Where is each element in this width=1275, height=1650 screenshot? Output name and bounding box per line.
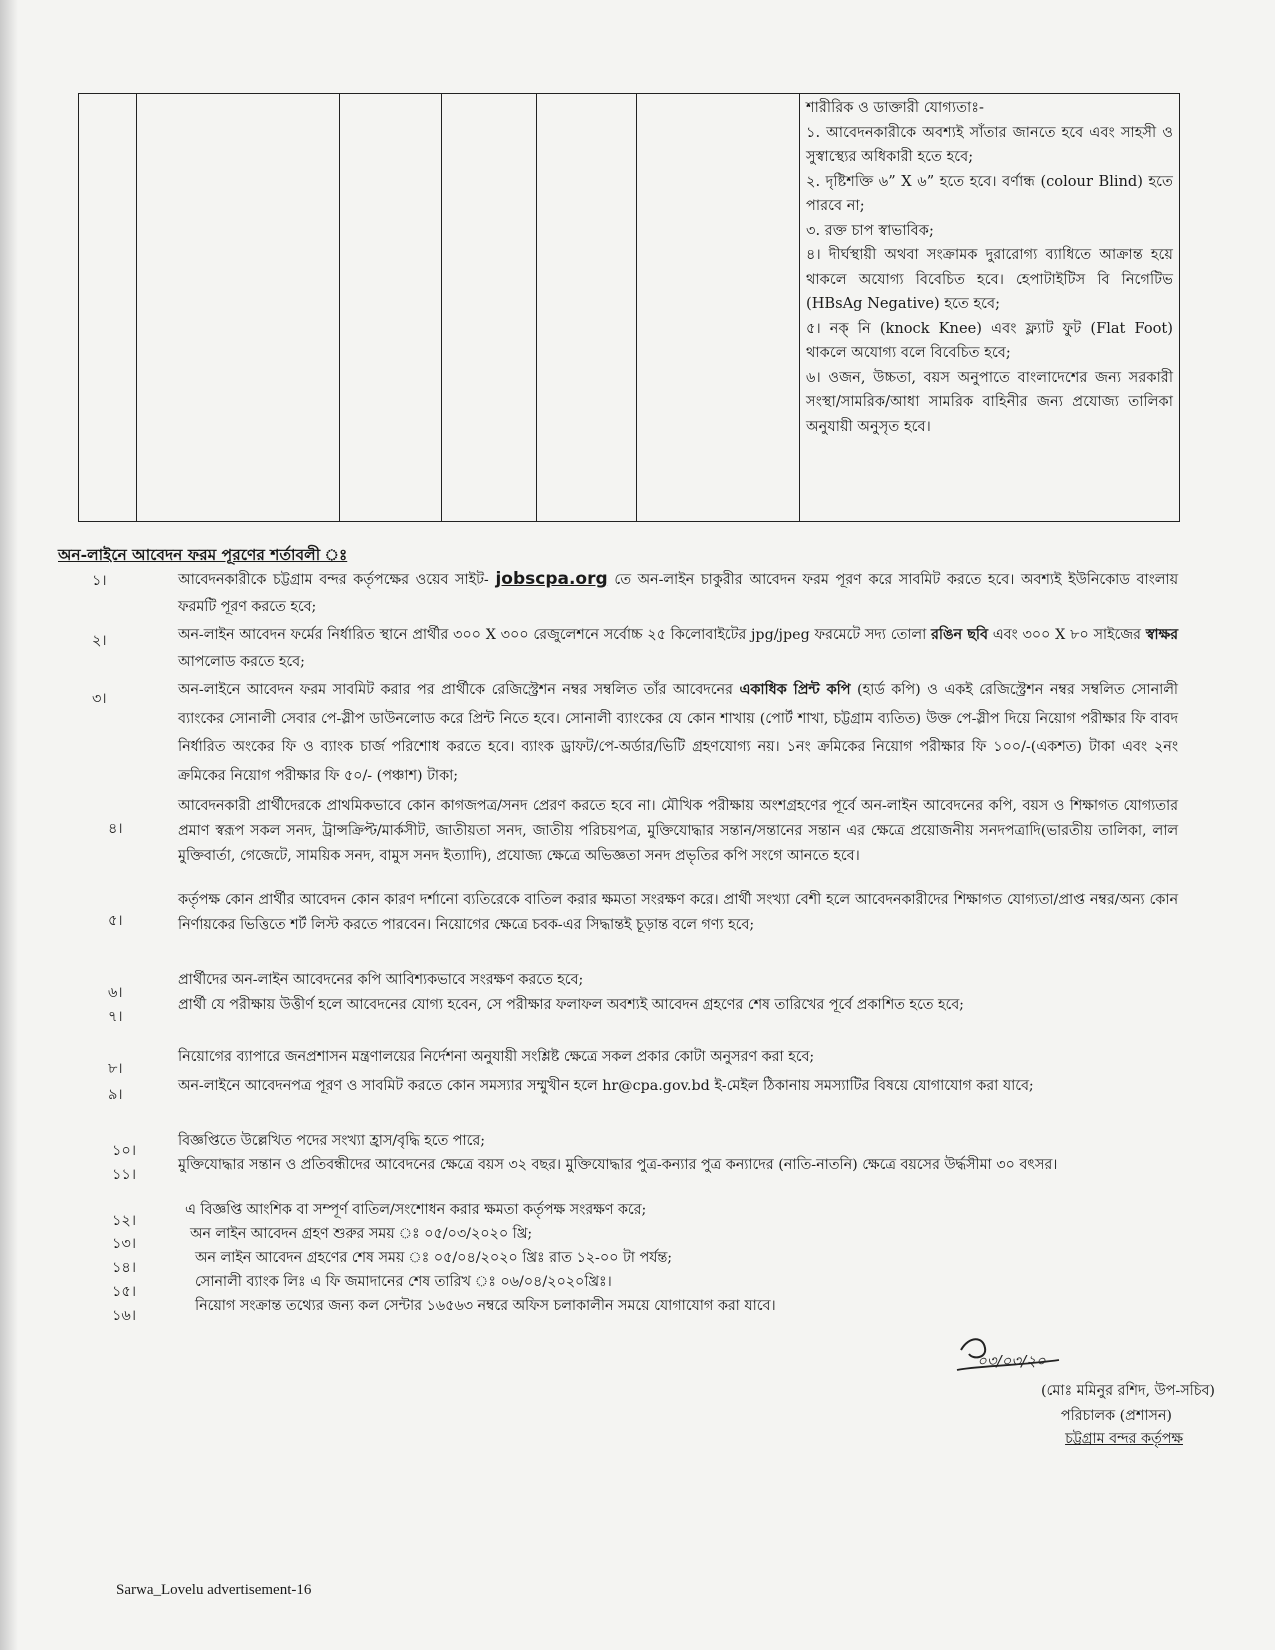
term-number: ৯।	[108, 1087, 123, 1103]
signatory-designation: পরিচালক (প্রশাসন)	[1060, 1408, 1172, 1424]
requirements-table	[78, 93, 1180, 522]
table-column-divider	[136, 94, 137, 521]
term-text: অন লাইন আবেদন গ্রহণ শুরুর সময় ঃ ০৫/০৩/২০২০ খ্রি;	[190, 1226, 533, 1242]
term-number: ৩।	[92, 691, 107, 707]
term-number: ৫।	[108, 913, 123, 929]
requirement-item: ৬। ওজন, উচ্চতা, বয়স অনুপাতে বাংলাদেশের জন্য সরকারী সংস্থা/সামরিক/আধা সামরিক বাহিনীর জন্য প্রযোজ্য তালিকা অনুযায়ী অনুসৃত হবে।	[806, 368, 1173, 435]
term-text: কর্তৃপক্ষ কোন প্রার্থীর আবেদন কোন কারণ দর্শানো ব্যতিরেকে বাতিল করার ক্ষমতা সংরক্ষণ করে। প্রার্থী সংখ্যা বেশী হলে আবেদনকারীদের শিক্ষাগত যোগ্যতা/প্রাপ্ত নম্বর/অন্য কোন নির্ণায়কের ভিত্তিতে শর্ট লিস্ট করতে পারবেন। নিয়োগের ক্ষেত্রে চবক-এর সিদ্ধান্তই চূড়ান্ত বলে গণ্য হবে;	[178, 892, 1178, 933]
term-text: অন-লাইনে আবেদনপত্র পূরণ ও সাবমিট করতে কোন সমস্যার সম্মুখীন হলে hr@cpa.gov.bd ই-মেইল ঠিকানায় সমস্যাটির বিষয়ে যোগাযোগ করা যাবে;	[178, 1078, 1034, 1094]
footer-note: Sarwa_Lovelu advertisement-16	[116, 1582, 312, 1598]
requirement-item: ১. আবেদনকারীকে অবশ্যই সাঁতার জানতে হবে এবং সাহসী ও সুস্বাস্থ্যের অধিকারী হতে হবে;	[806, 123, 1173, 165]
term-number: ১১।	[112, 1167, 137, 1183]
term-text: নিয়োগের ব্যাপারে জনপ্রশাসন মন্ত্রণালয়ের নির্দেশনা অনুযায়ী সংশ্লিষ্ট ক্ষেত্রে সকল প্রকার কোটা অনুসরণ করা হবে;	[178, 1049, 815, 1065]
term-text: নিয়োগ সংক্রান্ত তথ্যের জন্য কল সেন্টার ১৬৫৬৩ নম্বরে অফিস চলাকালীন সময়ে যোগাযোগ করা যাবে।	[195, 1298, 776, 1314]
term-text: আবেদনকারীকে চট্টগ্রাম বন্দর কর্তৃপক্ষের ওয়েব সাইট- jobscpa.org তে অন-লাইন চাকুরীর আবেদন ফরম পূরণ করে সাবমিট করতে হবে। অবশ্যই ইউনিকোড বাংলায় ফরমটি পূরণ করতে হবে;	[178, 569, 1178, 615]
term-text: আবেদনকারী প্রার্থীদেরকে প্রাথমিকভাবে কোন কাগজপত্র/সনদ প্রেরণ করতে হবে না। মৌখিক পরীক্ষায় অংশগ্রহণের পূর্বে অন-লাইন আবেদনের কপি, বয়স ও শিক্ষাগত যোগ্যতার প্রমাণ স্বরূপ সকল সনদ, ট্রান্সক্রিপ্ট/মার্কসীট, জাতীয়তা সনদ, জাতীয় পরিচয়পত্র, মুক্তিযোদ্ধার সন্তান/সন্তানের সন্তান এর ক্ষেত্রে প্রয়োজনীয় সনদপত্রাদি(ভারতীয় তালিকা, লাল মুক্তিবার্তা, গেজেটে, সাময়িক সনদ, বামুস সনদ ইত্যাদি), প্রযোজ্য ক্ষেত্রে অভিজ্ঞতা সনদ প্রভৃতির কপি সংগে আনতে হবে।	[178, 798, 1178, 864]
table-column-divider	[441, 94, 442, 521]
requirement-item: ৩. রক্ত চাপ স্বাভাবিক;	[806, 221, 934, 239]
term-number: ১৪।	[112, 1260, 137, 1276]
term-number: ৮।	[108, 1061, 123, 1077]
physical-requirements-cell	[806, 96, 1173, 439]
signatory-office: চট্টগ্রাম বন্দর কর্তৃপক্ষ	[1065, 1431, 1183, 1447]
term-number: ৪।	[108, 821, 123, 837]
requirement-item: ৪। দীর্ঘস্থায়ী অথবা সংক্রামক দুরারোগ্য ব্যাধিতে আক্রান্ত হয়ে থাকলে অযোগ্য বিবেচিত হবে। হেপাটাইটিস বি নিগেটিভ (HBsAg Negative) হতে হবে;	[806, 246, 1173, 312]
term-number: ১০।	[112, 1143, 137, 1159]
term-text: বিজ্ঞপ্তিতে উল্লেখিত পদের সংখ্যা হ্রাস/বৃদ্ধি হতে পারে;	[178, 1133, 486, 1149]
table-column-divider	[339, 94, 340, 521]
term-text: অন-লাইনে আবেদন ফরম সাবমিট করার পর প্রার্থীকে রেজিস্ট্রেশন নম্বর সম্বলিত তাঁর আবেদনের একাধিক প্রিন্ট কপি (হার্ড কপি) ও একই রেজিস্ট্রেশন নম্বর সম্বলিত সোনালী ব্যাংকের সোনালী সেবার পে-স্লীপ ডাউনলোড করে প্রিন্ট নিতে হবে। সোনালী ব্যাংকের যে কোন শাখায় (পোর্ট শাখা, চট্টগ্রাম ব্যতিত) উক্ত পে-স্লীপ দিয়ে নিয়োগ পরীক্ষার ফি বাবদ নির্ধারিত অংকের ফি ও ব্যাংক চার্জ পরিশোধ করতে হবে। ব্যাংক ড্রাফট/পে-অর্ডার/ভিটি গ্রহণযোগ্য নয়। ১নং ক্রমিকের নিয়োগ পরীক্ষার ফি ১০০/-(একশত) টাকা এবং ২নং ক্রমিকের নিয়োগ পরীক্ষার ফি ৫০/- (পঞ্চাশ) টাকা;	[178, 682, 1178, 784]
term-text: সোনালী ব্যাংক লিঃ এ ফি জমাদানের শেষ তারিখ ঃ ০৬/০৪/২০২০খ্রিঃ।	[195, 1274, 612, 1290]
signatory-name: (মোঃ মমিনুর রশিদ, উপ-সচিব)	[1040, 1383, 1215, 1399]
term-number: ১৫।	[112, 1284, 137, 1300]
term-number: ৭।	[108, 1009, 123, 1025]
requirements-title: শারীরিক ও ডাক্তারী যোগ্যতাঃ-	[806, 99, 984, 116]
table-column-divider	[536, 94, 537, 521]
requirement-item: ২. দৃষ্টিশক্তি ৬” X ৬” হতে হবে। বর্ণান্ধ (colour Blind) হতে পারবে না;	[806, 172, 1173, 214]
term-text: এ বিজ্ঞপ্তি আংশিক বা সম্পূর্ণ বাতিল/সংশোধন করার ক্ষমতা কর্তৃপক্ষ সংরক্ষণ করে;	[185, 1202, 647, 1218]
term-number: ১৬।	[112, 1308, 137, 1324]
term-number: ১।	[92, 573, 107, 589]
handwritten-signature	[955, 1330, 1065, 1378]
table-column-divider	[636, 94, 637, 521]
term-number: ২।	[92, 633, 107, 649]
terms-heading: অন-লাইনে আবেদন ফরম পূরণের শর্তাবলী ঃ	[58, 545, 348, 564]
table-column-divider	[799, 94, 800, 521]
signature-date: ০৩/০৩/২০	[977, 1352, 1046, 1370]
term-text: অন লাইন আবেদন গ্রহণের শেষ সময় ঃ ০৫/০৪/২০২০ খ্রিঃ রাত ১২-০০ টা পর্যন্ত;	[195, 1250, 673, 1266]
term-number: ১৩।	[112, 1236, 137, 1252]
term-text: অন-লাইন আবেদন ফর্মের নির্ধারিত স্থানে প্রার্থীর ৩০০ X ৩০০ রেজুলেশনে সর্বোচ্চ ২৫ কিলোবাইটের jpg/jpeg ফরমেটে সদ্য তোলা রঙিন ছবি এবং ৩০০ X ৮০ সাইজের স্বাক্ষর আপলোড করতে হবে;	[178, 627, 1178, 670]
term-number: ১২।	[112, 1213, 137, 1229]
term-number: ৬।	[108, 985, 123, 1001]
requirement-item: ৫। নক্ নি (knock Knee) এবং ফ্ল্যাট ফুট (Flat Foot) থাকলে অযোগ্য বলে বিবেচিত হবে;	[806, 319, 1173, 361]
term-text: প্রার্থীদের অন-লাইন আবেদনের কপি আবিশ্যকভাবে সংরক্ষণ করতে হবে;	[178, 972, 584, 988]
page-edge-shadow	[0, 0, 18, 1650]
website-link[interactable]: jobscpa.org	[495, 569, 608, 589]
term-text: প্রার্থী যে পরীক্ষায় উত্তীর্ণ হলে আবেদনের যোগ্য হবেন, সে পরীক্ষার ফলাফল অবশ্যই আবেদন গ্রহণের শেষ তারিখের পূর্বে প্রকাশিত হতে হবে;	[178, 997, 964, 1013]
term-text: মুক্তিযোদ্ধার সন্তান ও প্রতিবন্ধীদের আবেদনের ক্ষেত্রে বয়স ৩২ বছর। মুক্তিযোদ্ধার পুত্র-কন্যার পুত্র কন্যাদের (নাতি-নাতনি) ক্ষেত্রে বয়সের উর্দ্ধসীমা ৩০ বৎসর।	[178, 1157, 1058, 1173]
